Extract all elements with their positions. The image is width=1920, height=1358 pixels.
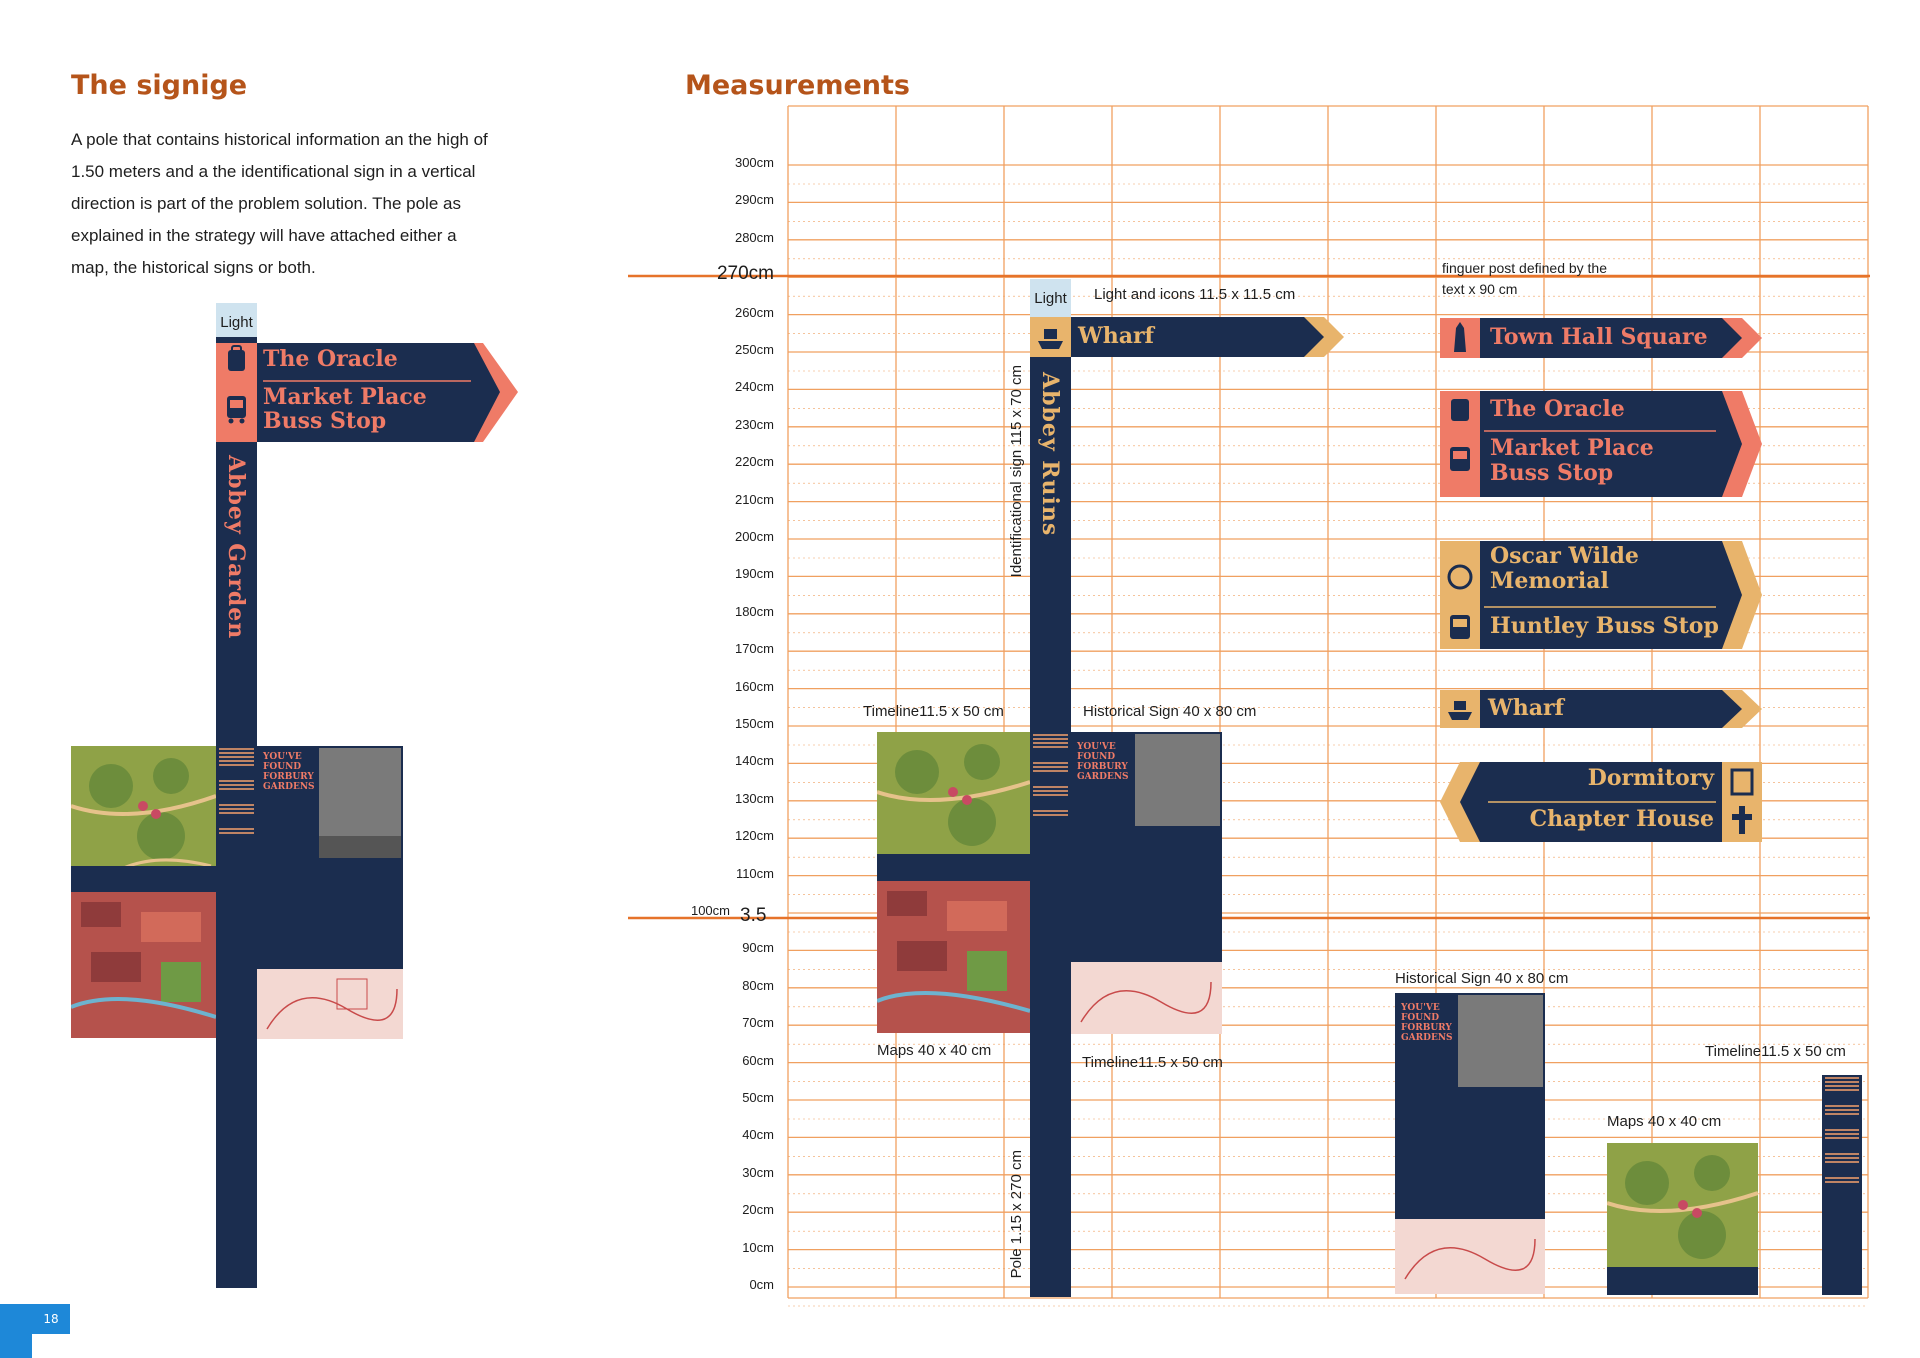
right-historical-sign — [1071, 732, 1222, 962]
sign-market — [1490, 436, 1654, 486]
right-pole-text: Abbey Ruins — [1037, 372, 1063, 537]
axis-tick-label: 140cm — [734, 753, 774, 769]
bus-icon — [1450, 615, 1470, 639]
finger-post-label-1: finguer post defined by the — [1442, 260, 1608, 276]
sign-market-a: Market Place — [1490, 435, 1654, 461]
maps-label: Maps 40 x 40 cm — [877, 1042, 992, 1059]
standalone-map — [1607, 1143, 1758, 1295]
bus-icon — [1450, 447, 1470, 471]
axis-tick-label: 300cm — [734, 155, 774, 170]
right-pole-light: Light — [1030, 279, 1071, 317]
wharf-sign-pole — [1030, 317, 1344, 357]
intro-paragraph: A pole that contains historical information an the high of 1.50 meters and a the identificational sign in a vertical direction is part of the problem solution. The pole as explained in the strategy will have attached either a map, the historical signs or both. — [71, 130, 488, 277]
axis-tick-label: 130cm — [734, 790, 774, 806]
left-sign-market-a: Market Place — [263, 384, 427, 410]
marker-3-5: 3.5 — [740, 905, 767, 926]
left-pole-text: Abbey Garden — [223, 455, 249, 640]
sign-market-b: Buss Stop — [1490, 460, 1614, 486]
pole-light: Light — [216, 303, 257, 337]
backpack-icon — [1451, 399, 1469, 421]
right-hist-map — [1071, 962, 1222, 1034]
sign-huntley-label: Huntley Buss Stop — [1490, 613, 1719, 639]
right-title: Measurements — [685, 70, 910, 101]
standalone-hist-heading: YOU'VE FOUND FORBURY GARDENS — [1401, 1003, 1453, 1043]
axis-tick-label: 0cm — [749, 1277, 774, 1292]
axis-tick-label: 30cm — [742, 1164, 774, 1180]
axis-tick-label: 230cm — [734, 416, 774, 432]
axis-tick-label: 160cm — [734, 678, 774, 694]
pole-label: Pole 1.15 x 270 cm — [1008, 1150, 1025, 1279]
axis-tick-label: 90cm — [742, 940, 774, 956]
right-hist-photo — [1135, 734, 1220, 826]
axis-tick-label: 100cm — [690, 903, 730, 918]
left-title: The signige — [71, 70, 248, 101]
axis-tick-label: 80cm — [742, 977, 774, 993]
finger-post-label-2: text x 90 cm — [1442, 281, 1518, 297]
standalone-hist-map — [1395, 1219, 1545, 1294]
axis-tick-label: 170cm — [734, 641, 774, 657]
axis-tick-label: 260cm — [734, 304, 774, 320]
sign-oscar-b: Memorial — [1490, 568, 1609, 594]
sign-oracle — [1440, 391, 1762, 497]
axis-tick-label: 70cm — [742, 1015, 774, 1031]
sign-wharf-2 — [1440, 690, 1762, 728]
axis-tick-label: 220cm — [734, 454, 774, 470]
sign-dormitory — [1440, 762, 1762, 842]
timeline-label-2: Timeline11.5 x 50 cm — [1082, 1054, 1223, 1071]
timeline-label-3: Timeline11.5 x 50 cm — [1705, 1043, 1846, 1060]
maps-label-2: Maps 40 x 40 cm — [1607, 1113, 1722, 1130]
sign-oscar-text — [1490, 544, 1639, 594]
axis-tick-label: 60cm — [742, 1052, 774, 1068]
axis-tick-label: 20cm — [742, 1202, 774, 1218]
axis-tick-label: 270cm — [716, 263, 774, 285]
axis-tick-label: 180cm — [734, 603, 774, 619]
right-hist-heading: YOU'VE FOUND FORBURY GARDENS — [1077, 742, 1129, 782]
axis-tick-label: 110cm — [735, 865, 774, 881]
sign-town-hall — [1440, 318, 1762, 358]
axis-tick-label: 240cm — [734, 379, 774, 395]
sign-town-hall-label: Town Hall Square — [1490, 324, 1708, 350]
sign-chapter-label: Chapter House — [1529, 806, 1714, 832]
right-map-park — [877, 732, 1030, 881]
sign-oscar-a: Oscar Wilde — [1490, 543, 1639, 569]
sign-oscar — [1440, 541, 1762, 649]
standalone-historical-sign — [1395, 993, 1545, 1219]
hist-label: Historical Sign 40 x 80 cm — [1083, 703, 1257, 720]
right-map-city — [877, 881, 1030, 1033]
left-sign-market-b: Buss Stop — [263, 408, 387, 434]
page-number: 18 — [32, 1304, 70, 1334]
axis-tick-label: 150cm — [734, 716, 774, 731]
standalone-hist-photo — [1458, 995, 1543, 1087]
axis-tick-label: 40cm — [742, 1127, 774, 1143]
axis-tick-label: 50cm — [742, 1090, 774, 1105]
axis-tick-label: 120cm — [734, 828, 774, 844]
sign-wharf-2-label: Wharf — [1488, 695, 1565, 721]
sign-oracle-label: The Oracle — [1490, 396, 1625, 422]
finger-post-label — [1442, 258, 1607, 300]
wharf-label: Wharf — [1078, 323, 1155, 349]
axis-tick-label: 280cm — [734, 229, 774, 245]
axis-tick-label: 200cm — [734, 529, 774, 544]
timeline-label: Timeline11.5 x 50 cm — [863, 703, 1004, 720]
left-sign-oracle: The Oracle — [263, 346, 398, 372]
right-timeline — [1030, 732, 1071, 940]
ident-label: Identificational sign 115 x 70 cm — [1008, 365, 1025, 578]
left-hist-heading: YOU'VE FOUND FORBURY GARDENS — [263, 752, 315, 792]
sign-dormitory-label: Dormitory — [1587, 765, 1714, 791]
axis-tick-label: 190cm — [734, 566, 774, 582]
axis-tick-label: 210cm — [734, 491, 774, 507]
hist-label-2: Historical Sign 40 x 80 cm — [1395, 970, 1569, 987]
axis-tick-label: 290cm — [734, 192, 774, 208]
axis-tick-label: 250cm — [734, 342, 774, 357]
light-label: Light and icons 11.5 x 11.5 cm — [1094, 286, 1296, 303]
axis-tick-label: 10cm — [742, 1239, 774, 1255]
standalone-timeline — [1822, 1075, 1862, 1295]
